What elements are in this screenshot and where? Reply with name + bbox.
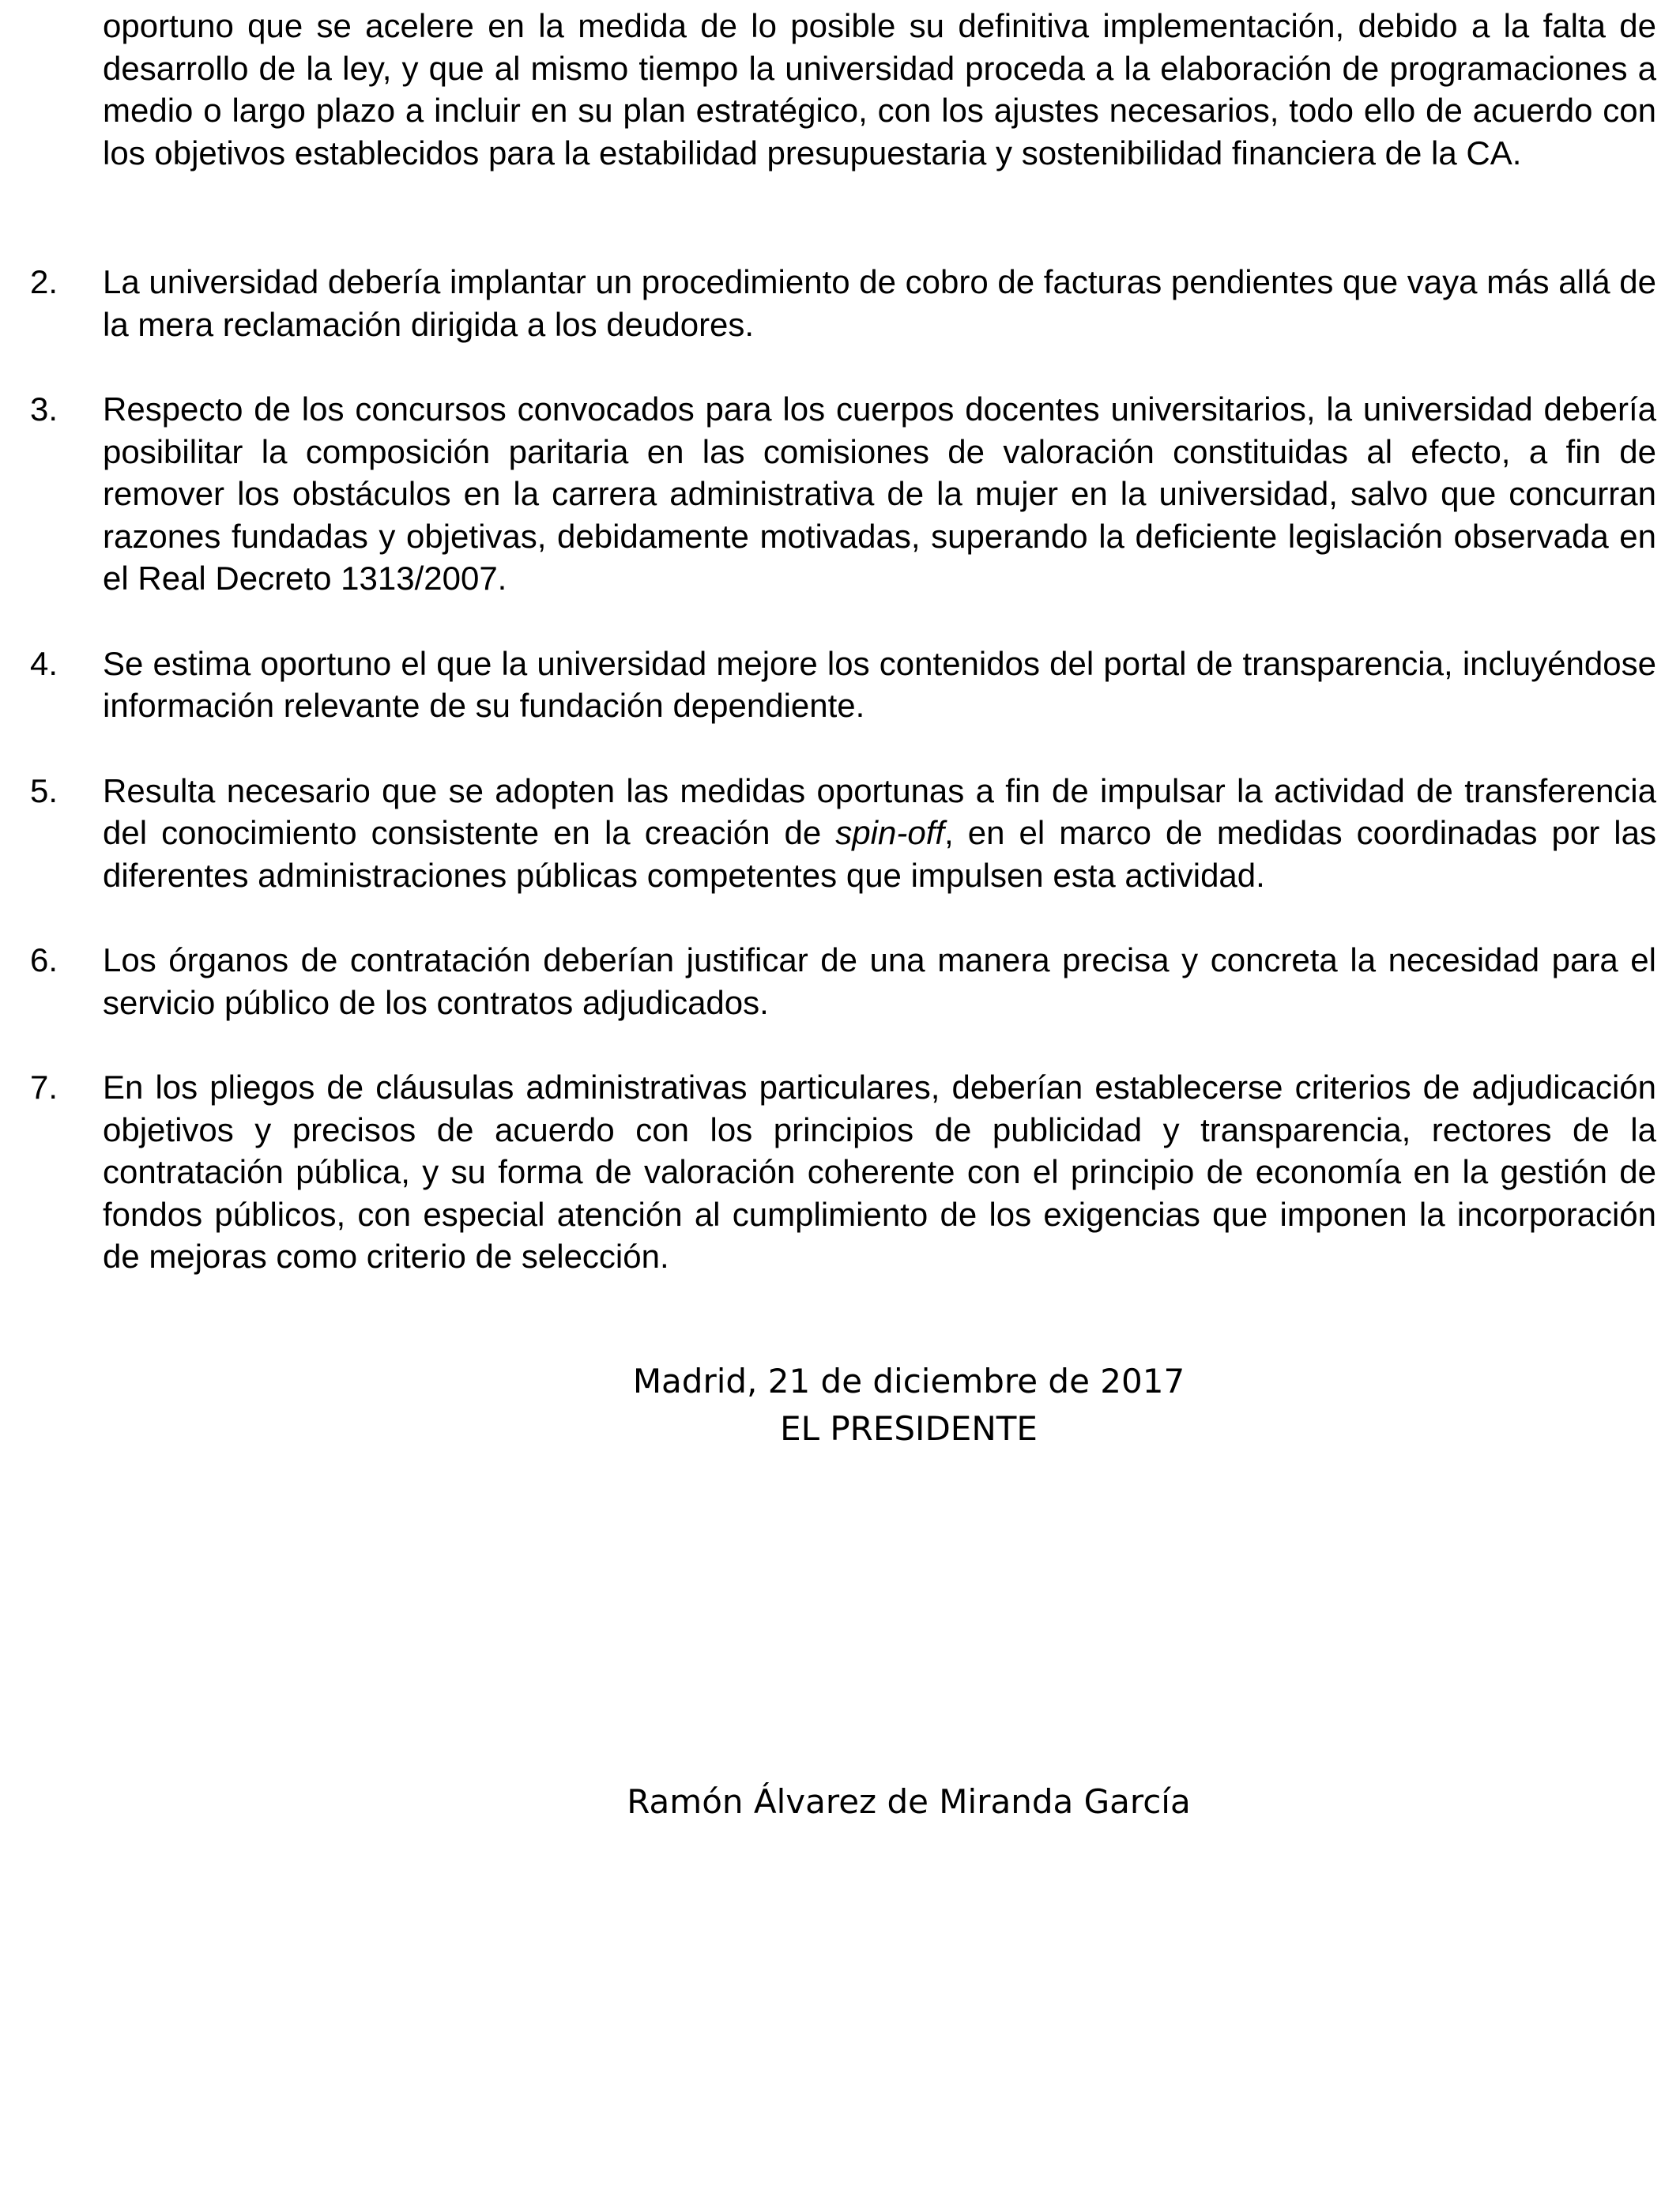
item-text: En los pliegos de cláusulas administrativas particulares, deberían establecerse criterios de adjudicación objetivos y precisos de acuerdo con los principios de publicidad y transparencia, rectores de la contratación pública, y su forma de valoración coherente con el principio de economía en la gestión de fondos públicos, con especial atención al cumplimiento de los exigencias que imponen la incorporación de mejoras como criterio de selección. bbox=[103, 1069, 1656, 1275]
item-number: 2. bbox=[30, 263, 58, 300]
item-text: Respecto de los concursos convocados para los cuerpos docentes universitarios, la universidad debería posibilitar la composición paritaria en las comisiones de valoración constituidas al efecto, a fin de remover los obstáculos en la carrera administrativa de la mujer en la universidad, salvo que concurran razones fundadas y objetivas, debidamente motivadas, superando la deficiente legislación observada en el Real Decreto 1313/2007. bbox=[103, 390, 1656, 597]
item-text: Se estima oportuno el que la universidad mejore los contenidos del portal de transparencia, incluyéndose información relevante de su fundación dependiente. bbox=[103, 644, 1656, 724]
signatory-name: Ramón Álvarez de Miranda García bbox=[627, 1782, 1191, 1821]
item-text bbox=[103, 770, 1656, 897]
item-text: La universidad debería implantar un procedimiento de cobro de facturas pendientes que vaya más allá de la mera reclamación dirigida a los deudores. bbox=[103, 263, 1656, 343]
item-number: 3. bbox=[30, 390, 58, 428]
place-and-date: Madrid, 21 de diciembre de 2017 bbox=[632, 1362, 1185, 1400]
list-item bbox=[30, 770, 1656, 897]
item-number: 5. bbox=[30, 771, 58, 809]
list-item bbox=[30, 261, 1656, 345]
item-number: 4. bbox=[30, 644, 58, 682]
list-item bbox=[30, 643, 1656, 727]
signatory-role: EL PRESIDENTE bbox=[780, 1409, 1038, 1448]
item-text-after: , en el marco de medidas coordinadas por las diferentes administraciones públicas competentes que impulsen esta actividad. bbox=[103, 814, 1656, 894]
item-text: Los órganos de contratación deberían justificar de una manera precisa y concreta la necesidad para el servicio público de los contratos adjudicados. bbox=[103, 941, 1656, 1021]
item-number: 6. bbox=[30, 941, 58, 978]
item-number: 7. bbox=[30, 1069, 58, 1106]
list-item bbox=[30, 939, 1656, 1023]
recommendations-list bbox=[30, 261, 1656, 1321]
list-item bbox=[30, 388, 1656, 600]
item-text-before: Resulta necesario que se adopten las medidas oportunas a fin de impulsar la actividad de transferencia del conocimiento consistente en la creación de bbox=[103, 771, 1656, 851]
list-item bbox=[30, 1066, 1656, 1278]
item-text-italic-term: spin-off bbox=[835, 814, 945, 851]
lead-paragraph: oportuno que se acelere en la medida de lo posible su definitiva implementación, debido a la falta de desarrollo de la ley, y que al mismo tiempo la universidad proceda a la elaboración de programaciones a medio o largo plazo a incluir en su plan estratégico, con los ajustes necesarios, todo ello de acuerdo con los objetivos establecidos para la estabilidad presupuestaria y sostenibilidad financiera de la CA. bbox=[103, 7, 1656, 172]
